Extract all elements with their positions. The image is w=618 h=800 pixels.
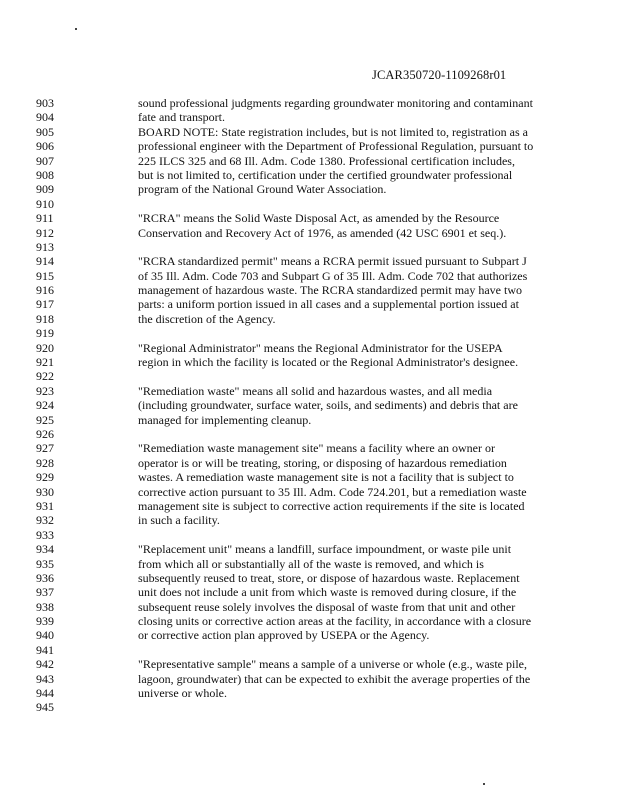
line-number: 911 <box>36 211 54 226</box>
document-line <box>0 154 618 168</box>
line-number: 917 <box>36 297 54 312</box>
line-text: "Representative sample" means a sample of a universe or whole (e.g., waste pile, <box>138 657 527 672</box>
document-line <box>0 700 618 714</box>
line-text: program of the National Ground Water Association. <box>138 182 387 197</box>
document-line <box>0 686 618 700</box>
document-line <box>0 125 618 139</box>
line-number: 941 <box>36 642 54 657</box>
line-text: 225 ILCS 325 and 68 Ill. Adm. Code 1380. Professional certification includes, <box>138 153 515 168</box>
document-line <box>0 398 618 412</box>
line-text: subsequent reuse solely involves the disposal of waste from that unit and other <box>138 599 516 614</box>
line-text: in such a facility. <box>138 513 220 528</box>
line-number: 925 <box>36 412 54 427</box>
line-text: "Remediation waste" means all solid and hazardous wastes, and all media <box>138 383 493 398</box>
line-text: operator is or will be treating, storing, or disposing of hazardous remediation <box>138 455 507 470</box>
line-number: 920 <box>36 340 54 355</box>
line-text: region in which the facility is located or the Regional Administrator's designee. <box>138 355 519 370</box>
line-number: 926 <box>36 426 54 441</box>
line-number: 905 <box>36 124 54 139</box>
line-number: 909 <box>36 182 54 197</box>
line-number: 932 <box>36 513 54 528</box>
document-line <box>0 470 618 484</box>
line-text: management of hazardous waste. The RCRA standardized permit may have two <box>138 283 522 298</box>
line-number: 923 <box>36 383 54 398</box>
document-line <box>0 614 618 628</box>
document-line <box>0 441 618 455</box>
document-line <box>0 369 618 383</box>
document-line <box>0 672 618 686</box>
line-text: corrective action pursuant to 35 Ill. Adm. Code 724.201, but a remediation waste <box>138 484 527 499</box>
document-line <box>0 269 618 283</box>
document-line <box>0 485 618 499</box>
document-line <box>0 312 618 326</box>
document-line <box>0 585 618 599</box>
line-number: 903 <box>36 96 54 110</box>
document-line <box>0 240 618 254</box>
document-line <box>0 283 618 297</box>
line-number: 942 <box>36 657 54 672</box>
line-text: sound professional judgments regarding groundwater monitoring and contaminant <box>138 96 533 110</box>
line-number: 918 <box>36 311 54 326</box>
line-number: 934 <box>36 542 54 557</box>
document-line <box>0 384 618 398</box>
line-number: 906 <box>36 139 54 154</box>
document-line <box>0 499 618 513</box>
document-line <box>0 297 618 311</box>
line-number: 924 <box>36 398 54 413</box>
line-text: but is not limited to, certification under the certified groundwater professional <box>138 167 513 182</box>
line-number: 938 <box>36 599 54 614</box>
document-line <box>0 341 618 355</box>
line-number: 916 <box>36 283 54 298</box>
line-text: from which all or substantially all of the waste is removed, and which is <box>138 556 484 571</box>
line-number: 935 <box>36 556 54 571</box>
line-number: 943 <box>36 671 54 686</box>
scan-speck <box>483 783 485 785</box>
line-text: Conservation and Recovery Act of 1976, as amended (42 USC 6901 et seq.). <box>138 225 507 240</box>
line-number: 910 <box>36 196 54 211</box>
line-number: 930 <box>36 484 54 499</box>
line-text: subsequently reused to treat, store, or dispose of hazardous waste. Replacement <box>138 570 520 585</box>
document-line <box>0 557 618 571</box>
line-text: managed for implementing cleanup. <box>138 412 312 427</box>
document-line <box>0 628 618 642</box>
document-line <box>0 168 618 182</box>
line-text: "RCRA standardized permit" means a RCRA permit issued pursuant to Subpart J <box>138 254 527 269</box>
line-text: parts: a uniform portion issued in all cases and a supplemental portion issued at <box>138 297 519 312</box>
document-line <box>0 413 618 427</box>
line-number: 904 <box>36 110 54 125</box>
line-text: or corrective action plan approved by USEPA or the Agency. <box>138 628 430 643</box>
document-line <box>0 139 618 153</box>
line-number: 907 <box>36 153 54 168</box>
document-line <box>0 657 618 671</box>
line-text: closing units or corrective action areas at the facility, in accordance with a closure <box>138 614 532 629</box>
line-text: universe or whole. <box>138 686 227 701</box>
document-line <box>0 542 618 556</box>
line-number: 933 <box>36 527 54 542</box>
line-text: management site is subject to corrective action requirements if the site is located <box>138 498 525 513</box>
line-text: unit does not include a unit from which waste is removed during closure, if the <box>138 585 517 600</box>
document-line <box>0 355 618 369</box>
line-number: 929 <box>36 470 54 485</box>
line-text: professional engineer with the Department of Professional Regulation, pursuant to <box>138 139 534 154</box>
document-line <box>0 456 618 470</box>
document-line <box>0 96 618 110</box>
document-line <box>0 528 618 542</box>
numbered-text-body <box>0 96 618 715</box>
line-text: of 35 Ill. Adm. Code 703 and Subpart G of 35 Ill. Adm. Code 702 that authorizes <box>138 268 528 283</box>
line-number: 936 <box>36 570 54 585</box>
line-number: 915 <box>36 268 54 283</box>
document-line <box>0 643 618 657</box>
document-line <box>0 326 618 340</box>
document-line <box>0 182 618 196</box>
line-number: 939 <box>36 614 54 629</box>
line-text: lagoon, groundwater) that can be expected to exhibit the average properties of the <box>138 671 531 686</box>
document-line <box>0 110 618 124</box>
line-text: the discretion of the Agency. <box>138 311 276 326</box>
line-text: (including groundwater, surface water, soils, and sediments) and debris that are <box>138 398 518 413</box>
document-line <box>0 513 618 527</box>
document-line <box>0 427 618 441</box>
line-number: 908 <box>36 167 54 182</box>
line-number: 931 <box>36 498 54 513</box>
line-number: 944 <box>36 686 54 701</box>
line-text: "Remediation waste management site" means a facility where an owner or <box>138 441 495 456</box>
line-number: 940 <box>36 628 54 643</box>
document-id-header: JCAR350720-1109268r01 <box>372 68 507 82</box>
line-text: wastes. A remediation waste management site is not a facility that is subject to <box>138 470 514 485</box>
line-number: 928 <box>36 455 54 470</box>
scan-speck <box>75 28 77 30</box>
line-number: 922 <box>36 369 54 384</box>
line-text: fate and transport. <box>138 110 225 125</box>
line-number: 919 <box>36 326 54 341</box>
line-text: "Regional Administrator" means the Regional Administrator for the USEPA <box>138 340 503 355</box>
line-number: 913 <box>36 239 54 254</box>
line-number: 937 <box>36 585 54 600</box>
line-text: "RCRA" means the Solid Waste Disposal Act, as amended by the Resource <box>138 211 500 226</box>
line-number: 921 <box>36 355 54 370</box>
line-text: BOARD NOTE: State registration includes, but is not limited to, registration as a <box>138 124 528 139</box>
document-line <box>0 600 618 614</box>
line-text: "Replacement unit" means a landfill, surface impoundment, or waste pile unit <box>138 542 512 557</box>
line-number: 945 <box>36 700 54 715</box>
document-line <box>0 254 618 268</box>
document-line <box>0 571 618 585</box>
document-line <box>0 197 618 211</box>
line-number: 912 <box>36 225 54 240</box>
document-line <box>0 226 618 240</box>
line-number: 927 <box>36 441 54 456</box>
line-number: 914 <box>36 254 54 269</box>
document-line <box>0 211 618 225</box>
